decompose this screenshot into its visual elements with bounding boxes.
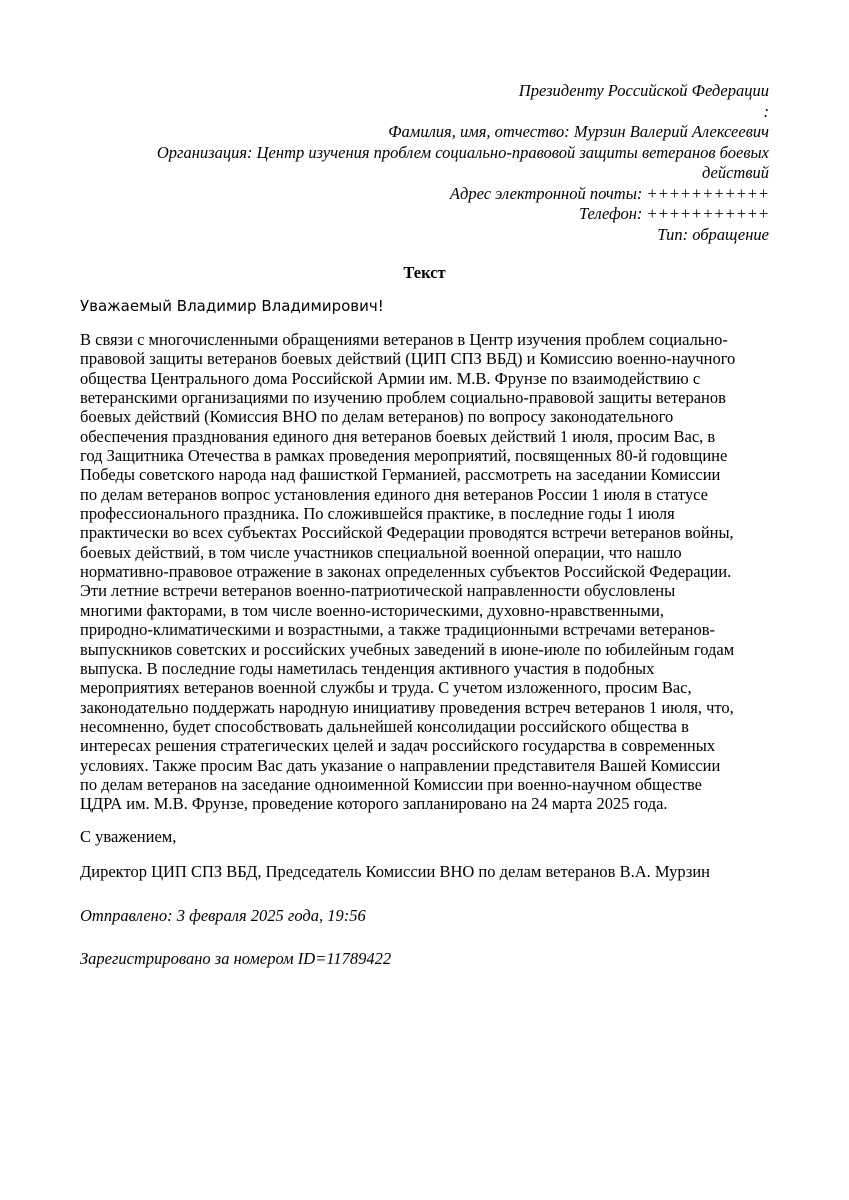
body-line: боевых действий, в том числе участников специальной военной операции, что нашло [80,542,682,562]
body-line: интересах решения стратегических целей и задач российского государства в современных [80,736,716,756]
greeting: Уважаемый Владимир Владимирович! [80,297,384,315]
body-line: Победы советского народа над фашисткой Германией, рассмотреть на заседании Комиссии [80,465,721,485]
body-line: нормативно-правовое отражение в законах определенных субъектов Российской Федерации. [80,562,732,582]
body-line: Эти летние встречи ветеранов военно-патриотической направленности обусловлены [80,581,676,601]
organization-line-continued: действий [701,163,769,182]
body-line: практически во всех субъектах Российской Федерации проводятся встречи ветеранов войны, [80,523,734,543]
sent-timestamp: Отправлено: 3 февраля 2025 года, 19:56 [80,906,366,925]
body-line: по делам ветеранов на заседание одноименной Комиссии при военно-научном обществе [80,774,703,794]
addressee-block [80,81,769,245]
body-line: ЦДРА им. М.В. Фрунзе, проведение которого запланировано на 24 марта 2025 года. [80,794,668,814]
body-line: условиях. Также просим Вас дать указание о направлении представителя Вашей Комиссии [80,755,721,775]
closing-phrase: С уважением, [80,827,177,846]
body-paragraph [80,330,769,814]
body-line: по делам ветеранов вопрос установления единого дня ветеранов России 1 июля в статусе [80,484,708,504]
body-line: законодательно поддержать народную инициативу проведения встреч ветеранов 1 июля, что, [80,697,734,717]
body-line: обеспечения празднования единого дня ветеранов боевых действий 1 июля, просим Вас, в [80,426,716,446]
body-line: общества Центрального дома Российской Армии им. М.В. Фрунзе по взаимодействию с [80,368,701,388]
body-line: боевых действий (Комиссия ВНО по делам ветеранов) по вопросу законодательного [80,407,674,427]
recipient-line: Президенту Российской Федерации [518,81,769,100]
registration-number: Зарегистрировано за номером ID=11789422 [80,949,392,968]
body-line: многими факторами, в том числе военно-историческими, духовно-нравственными, [80,600,664,620]
body-line: ветеранскими организациями по изучению проблем социально-правовой защиты ветеранов [80,388,726,408]
full-name-line: Фамилия, имя, отчество: Мурзин Валерий Алексеевич [388,122,769,141]
type-line: Тип: обращение [657,224,769,244]
body-line: профессионального праздника. По сложившейся практике, в последние годы 1 июля [80,504,675,524]
body-line: выпуска. В последние годы наметилась тенденция активного участия в подобных [80,658,655,678]
body-line: В связи с многочисленными обращениями ветеранов в Центр изучения проблем социально- [80,330,728,349]
body-line: правовой защиты ветеранов боевых действий (ЦИП СПЗ ВБД) и Комиссию военно-научного [80,349,736,369]
body-line: выпускников советских и российских учебных заведений в июне-июле по юбилейным годам [80,639,735,659]
phone-line: Телефон: +++++++++++ [578,204,769,223]
body-line: мероприятиях ветеранов военной службы и труда. С учетом изложенного, просим Вас, [80,678,692,698]
body-line: природно-климатическими и возрастными, а также традиционными встречами ветеранов- [80,620,715,640]
recipient-suffix: : [763,101,769,121]
body-line: несомненно, будет способствовать дальнейшей консолидации российского общества в [80,716,689,736]
organization-line: Организация: Центр изучения проблем социально-правовой защиты ветеранов боевых [156,142,769,162]
document-title: Текст [403,263,446,282]
body-line: год Защитника Отечества в рамках проведения мероприятий, посвященных 80-й годовщине [80,446,728,466]
email-line: Адрес электронной почты: +++++++++++ [449,183,769,203]
signature-line: Директор ЦИП СПЗ ВБД, Председатель Комиссии ВНО по делам ветеранов В.А. Мурзин [80,862,711,881]
